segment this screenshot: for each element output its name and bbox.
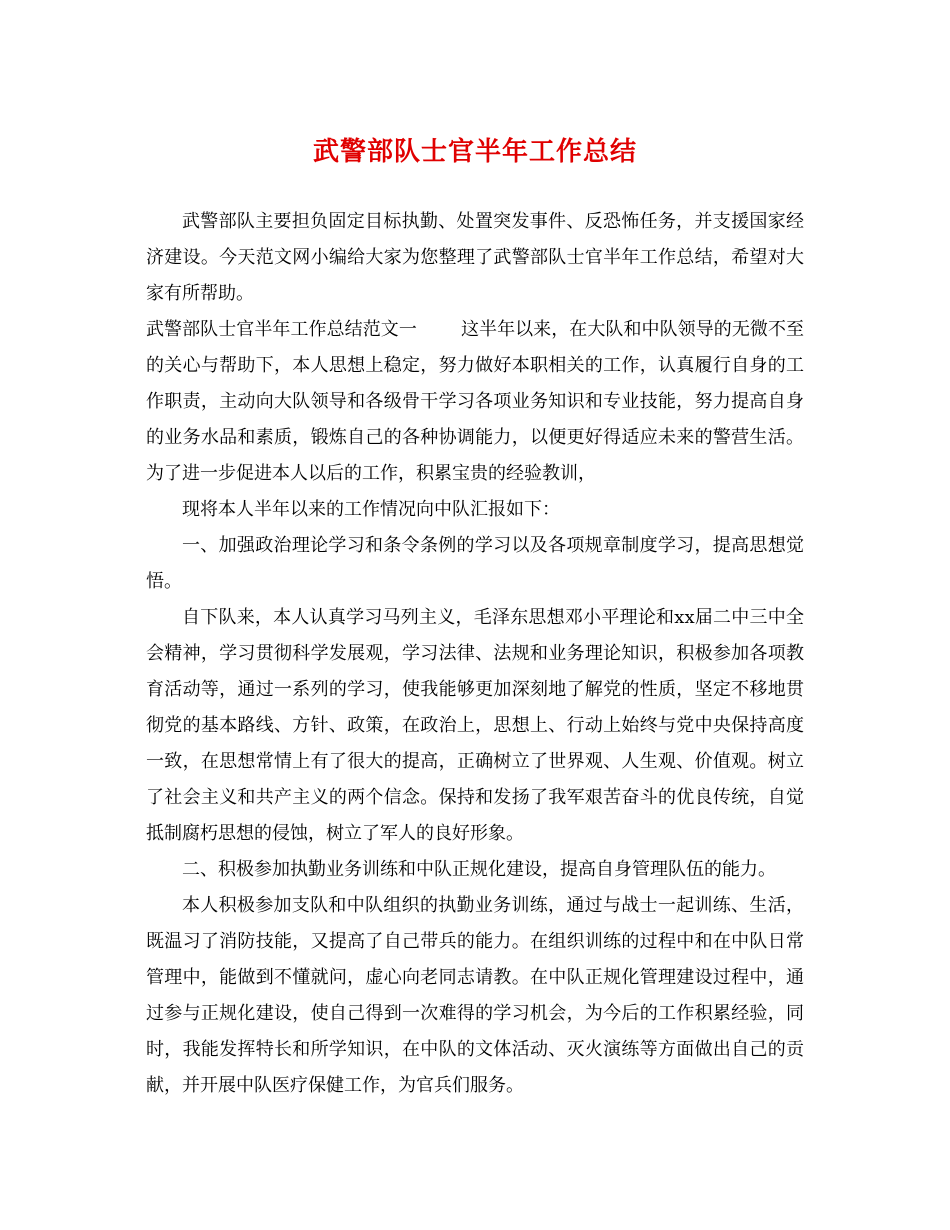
section2-paragraph: 本人积极参加支队和中队组织的执勤业务训练，通过与战士一起训练、生活，既温习了消防技能，又提高了自己带兵的能力。在组织训练的过程中和在中队日常管理中，能做到不懂就问，虚心向老同志请教。在中队正规化管理建设过程中，通过参与正规化建设，使自己得到一次难得的学习机会，为今后的工作积累经验，同时，我能发挥特长和所学知识，在中队的文体活动、灭火演练等方面做出自己的贡献，并开展中队医疗保健工作，为官兵们服务。	[146, 895, 804, 1096]
section1-heading: 一、加强政治理论学习和条令条例的学习以及各项规章制度学习，提高思想觉悟。	[146, 535, 804, 592]
intro-paragraph: 武警部队主要担负固定目标执勤、处置突发事件、反恐怖任务，并支援国家经济建设。今天范文网小编给大家为您整理了武警部队士官半年工作总结，希望对大家有所帮助。	[146, 211, 804, 304]
document-body	[146, 204, 804, 1104]
document-title: 武警部队士官半年工作总结	[312, 137, 637, 167]
report-intro-paragraph: 现将本人半年以来的工作情况向中队汇报如下：	[182, 499, 560, 520]
section1-paragraph: 自下队来，本人认真学习马列主义，毛泽东思想邓小平理论和xx届二中三中全会精神，学习贯彻科学发展观，学习法律、法规和业务理论知识，积极参加各项教育活动等，通过一系列的学习，使我能够更加深刻地了解党的性质，坚定不移地贯彻党的基本路线、方针、政策，在政治上，思想上、行动上始终与党中央保持高度一致，在思想常情上有了很大的提高，正确树立了世界观、人生观、价值观。树立了社会主义和共产主义的两个信念。保持和发扬了我军艰苦奋斗的优良传统，自觉抵制腐朽思想的侵蚀，树立了军人的良好形象。	[146, 607, 804, 844]
sample-paragraph	[146, 312, 804, 492]
section2-heading: 二、积极参加执勤业务训练和中队正规化建设，提高自身管理队伍的能力。	[182, 859, 776, 880]
sample-opening: 这半年以来，在大队和中队领导的无微不至的关心与帮助下，本人思想上稳定，努力做好本职相关的工作，认真履行自身的工作职责，主动向大队领导和各级骨干学习各项业务知识和专业技能，努力提高自身的业务水品和素质，锻炼自己的各种协调能力，以便更好得适应未来的警营生活。为了进一步促进本人以后的工作，积累宝贵的经验教训，	[146, 319, 805, 484]
sample-heading: 武警部队士官半年工作总结范文一	[146, 319, 417, 340]
